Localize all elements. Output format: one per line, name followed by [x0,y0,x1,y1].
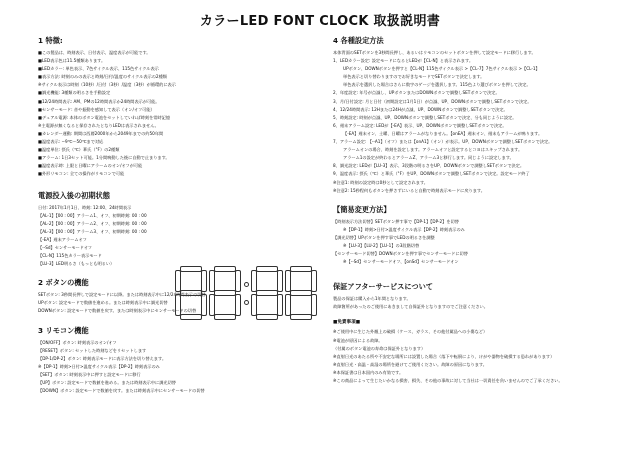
simple-change-list [333,218,625,267]
simple-line: ※【DP-1】時刻>日付>温度サイクル表示【DP-2】時刻表示のみ [343,226,465,232]
remote-line: ※【DP-1】時刻>日付>温度サイクル表示【DP-2】時刻表示のみ [38,363,160,369]
settings-list [333,49,625,195]
initial-state-list [38,204,312,269]
buttons-line: DOWNボタン: 設定モードで数値を戻す。または時刻表示中にセンサーモードの切替 [38,308,197,314]
settings-line: 7、アラーム設定: 【--A1】（オフ）または【onA1】（オン）が表示。UP、DOWNボタンで調整しSETボタンで決定。 [333,139,553,145]
initial-state-heading: 電源投入後の初期状態 [38,190,110,200]
settings-line: アラームオンの場合、時刻を設定します。アラームオフと設定するとコヨはスキップされます。 [343,147,523,153]
left-column [38,30,312,395]
led-digit [251,266,283,320]
features-list [38,49,312,179]
initial-line: 【LU-3】LED明るさ（もっとも明るい） [38,261,115,267]
exclusions-line: ※本保証書は日本国内のみ有効です。 [333,369,404,375]
led-clock-illustration [175,266,317,320]
simple-line: ※【LU-3】【LU-2】【LU-1】の3段階切替 [343,242,420,248]
initial-line: 【AL-2】【00 : 00】アラーム2、オフ、初期時刻: 00 : 00 [38,220,147,226]
buttons-line: UPボタン: 設定モードで数値を進める。または時刻表示中に調光切替 [38,300,168,306]
settings-line: 9、温度表示: 摂氏（℃）と華氏（°F）をUP、DOWNボタンで調整しSETボタンで決定。設定モード終了 [333,171,530,177]
remote-line: 【ON/OFF】ボタン: 時刻表示のオン/オフ [38,339,117,345]
features-line: ■アラーム: 1日3セット可能。1分間鳴動した後に自動で止まります。 [38,155,170,161]
initial-line: 【CL-N】115色カラー表示モード [38,253,102,259]
settings-line: 8、調光設定: LEDが【LU-3】表示、3段階の明るさをUP、DOWNボタンで調整しSETボタンで決定。 [333,163,525,169]
exclusions-line: ※電池が原因による故障。 [333,337,383,343]
service-line: 製品の保証は購入から1年間となります。 [333,296,411,302]
settings-line: 4、12/24時間表示: 12Hまたは24Hが点滅、UP、DOWNボタンで調整しSETボタンで決定。 [333,106,508,112]
exclusions-list [333,328,625,385]
settings-line: 2、年度設定: 年号が点滅し、UPボタンまたはDOWNボタンで調整しSETボタンで決定。 [333,90,500,96]
features-line: ■外形リモコン: 全ての操作がリモコンで可能 [38,171,125,177]
settings-line: 単色表示を選択した場合はさらに数字のゲージを選択します。115色より選びボタンを押して決定。 [343,82,531,88]
settings-line: 1、LEDカラー設定: 設定モードになるとLEDが【CL-N】と表示されます。 [333,58,474,64]
features-line: ※サイクル表示は時刻（10秒）/日付（3秒）/温度（3秒）が循環的に表示 [38,82,176,88]
service-heading: 保証アフターサービスについて [333,282,433,292]
features-line: ■12/24時間表示: AM、PMの12時間表示か24時間表示が可能。 [38,98,160,104]
remote-heading: 3 リモコン機能 [38,325,89,335]
exclusions-line: ※直射日光・高温・高湿の場所を避けてご使用ください。故障の原因になります。 [333,361,487,367]
features-line: ■この製品は、時刻表示、日付表示、温度表示が可能です。 [38,50,151,55]
remote-line: 【DOWN】ボタン: 設定モードで数値を戻す。または時刻表示中にセンサーモードの切替 [38,388,205,394]
led-digit [285,266,317,320]
exclusions-heading: ■免責事項■ [333,320,361,326]
initial-line: 日付: 2017年1月1日、時刻: 12:00、24時間表示 [38,204,132,210]
led-colon [243,266,249,320]
led-digit [209,266,241,320]
settings-line: 3、月/日付設定: 月と日付（初期設定は1月1日）が点滅、UP、DOWNボタンで調整しSETボタンで決定。 [333,98,532,104]
buttons-heading: 2 ボタンの機能 [38,278,89,288]
settings-line: UPボタン、DOWNボタンを押すと【CL-N】115色サイクル表示 >【CL-7】7色サイクル表示 >【CL-1】 [343,66,540,72]
service-list [333,295,625,311]
settings-line: 6、週末アラーム設定: LEDが【-EA】表示、UP、DOWNボタンで調整しSETボタンで決定。 [333,122,507,128]
features-heading: 1 特徴: [38,36,63,45]
settings-line: ※注意2: 15秒程何もボタンを押さずにいると自動で時刻表示モードに戻ります。 [333,187,485,193]
features-line: ■LED表示色は11.5種類あります。 [38,58,106,64]
features-line: ■表示方法: 時刻のみの表示と時刻/日付/温度のサイクル表示の2種類 [38,74,167,80]
features-line: ■センサーモード: 音や振動を感知して表示（オン/オフ可能） [38,106,155,112]
remote-line: 【SET】ボタン: 時刻表示中に押すと設定モードに移行 [38,371,141,377]
initial-line: 【--Sd】センサーモードオフ [38,244,92,250]
service-line: 故障箇所があったのご使用にあきまして自保証外となりますのでご注意ください。 [333,304,488,310]
remote-line: 【UP】ボタン: 設定モードで数値を進める。または時刻表示中に調光切替 [38,380,176,385]
exclusions-line: ※この商品によって生じたいかなる損害、損失、その他の事故に対して当社は一切責任を負いませんのでご了承ください。 [333,378,563,383]
right-column [333,30,625,385]
settings-heading: 4 各種設定方法 [333,36,384,45]
settings-line: ※注意1: 時刻の設定時は0秒として設定されます。 [333,179,428,185]
features-line: ■温度単位: 摂氏（℃）華氏（°F）の2種類 [38,147,120,153]
initial-line: 【-EA】週末アラームオフ [38,236,87,242]
remote-line: 【RESET】ボタン: セットした時刻などをリセットします [38,347,147,353]
buttons-line: SETボタン: 3秒間長押しで設定モードに以降。または時刻表示中に12/24時間表示の切替 [38,292,206,298]
settings-line: 5、時刻設定: 時刻が点滅、UP、DOWNボタンで調整しSETボタンで決定、分も同じように設定。 [333,114,517,120]
remote-line: 【DP-1/DP-2】ボタン: 時刻表示モードに表示方法を切り替えます。 [38,355,167,361]
simple-line: 【調光切替】UPボタンを押す事でLEDの明るさを調整 [333,234,435,240]
features-line: ■温度表示: −9℃〜50℃まで対応 [38,139,104,145]
simple-line: ※【--Sd】センサーモードオフ、【onSd】センサーモードオン [343,259,459,265]
led-digit [175,266,207,320]
settings-line: 【-EA】週末オン、土曜、日曜はアラームがなりません。【onEA】週末オン、週末もアラームが鳴ります。 [343,130,543,136]
settings-line: 単色表示と切り替わりますのでお好きなモードでSETボタンで決定します。 [343,74,485,80]
remote-list [38,339,312,396]
exclusions-line: （付属のボタン電池の寿命は保証外となります） [333,345,426,351]
settings-line: アラーム1の設定が終わるとアラームZ、アラーム3と移行します。同じように設定します。 [343,155,514,161]
features-line: ■デュアル電源: 本体のボタン電池をセットしていれば時刻を常時記憶 [38,114,171,120]
features-line: ■カレンダー運動: 期間は西暦2000年から2049年までの約50年間 [38,130,164,136]
features-line: ※主電源が無くなると保存されたとなりLEDは表示されません。 [38,122,159,128]
settings-line: 本体背面のSETボタンを3秒間長押し、あるいはリモコンのセットボタンを押して設定モードに移行します。 [333,50,536,55]
page-title: カラーLED FONT CLOCK 取扱説明書 [199,14,441,29]
exclusions-line: ※直射日光のあたる所や不安定な場所には設置した場合（落下や転倒により、けがや器物を破損する恐れがあります） [333,353,555,359]
exclusions-line: ※ご使用中に生じた外観上の破損（ケース、ガラス、その他付属品への小傷など） [333,329,488,335]
simple-line: 【センサーモード切替】DOWNボタンを押す事でセンサーモードに切替 [333,251,468,257]
simple-line: 【時刻表示方法切替】SETボタン押す事で【DP-1】【DP-2】を切替 [333,218,459,224]
features-line: ■LEDカラー: 単色表示、7色サイクル表示、115色サイクル表示 [38,66,159,72]
initial-line: 【AL-3】【00 : 00】アラーム3、オフ、初期時刻: 00 : 00 [38,228,147,234]
initial-line: 【AL-1】【00 : 00】アラーム1、オフ、初期時刻: 00 : 00 [38,212,147,218]
simple-change-heading: 【簡易変更方法】 [333,204,391,214]
features-line: ■調光機能: 3種類の明るさを手動設定 [38,90,111,96]
features-line: ■温度表示時: 上限と日曜にアラームのオン/オフが可能 [38,163,143,169]
